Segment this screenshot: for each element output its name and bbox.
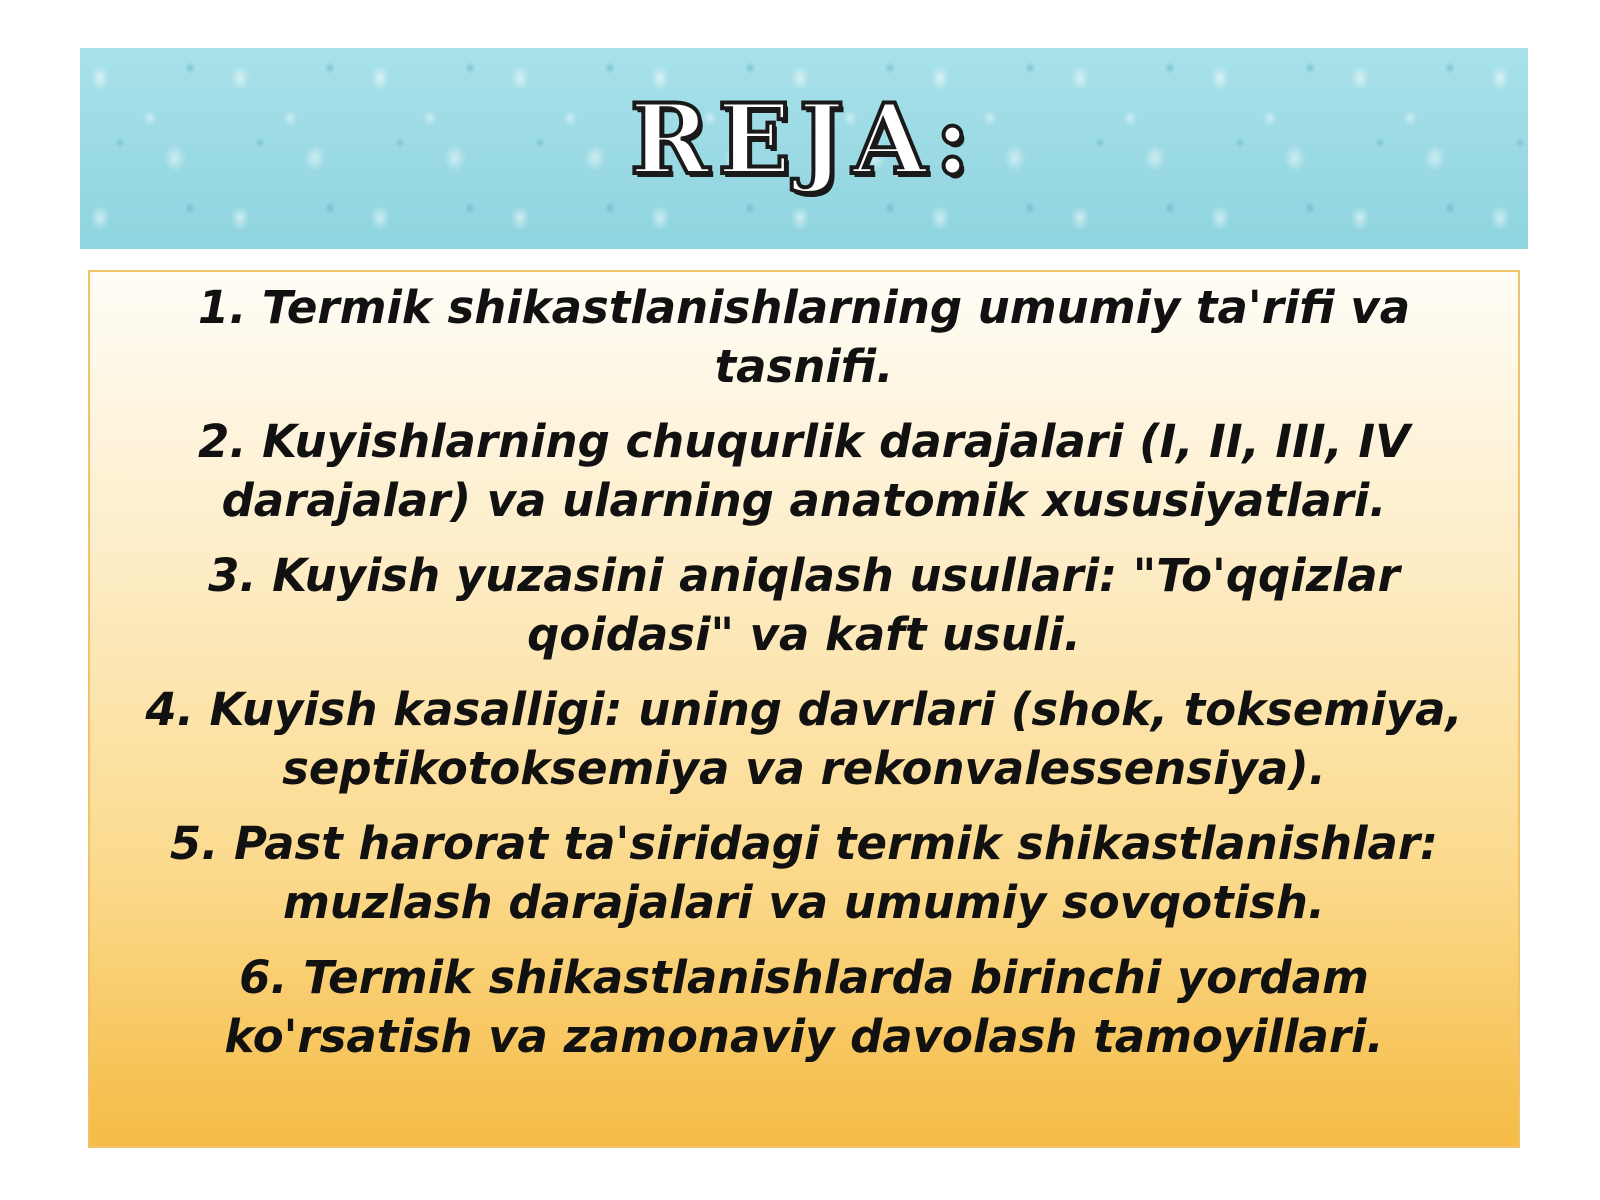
plan-item-1: 1. Termik shikastlanishlarning umumiy ta'rifi va tasnifi.	[197, 281, 1411, 393]
plan-panel	[88, 270, 1520, 1148]
plan-item-2: 2. Kuyishlarning chuqurlik darajalari (I, II, III, IV darajalar) va ularning anatomik xususiyatlari.	[198, 415, 1410, 527]
plan-item-5: 5. Past harorat ta'siridagi termik shikastlanishlar: muzlash darajalari va umumiy sovqotish.	[169, 817, 1439, 929]
plan-item-6: 6. Termik shikastlanishlarda birinchi yordam ko'rsatish va zamonaviy davolash tamoyillari.	[224, 951, 1384, 1063]
slide-title: REJA:	[629, 83, 979, 196]
plan-item-4: 4. Kuyish kasalligi: uning davrlari (shok, toksemiya, septikotoksemiya va rekonvalessensiya).	[145, 683, 1463, 795]
plan-list	[130, 278, 1478, 1082]
plan-item-3: 3. Kuyish yuzasini aniqlash usullari: "To'qqizlar qoidasi" va kaft usuli.	[208, 549, 1400, 661]
title-banner	[80, 48, 1528, 249]
